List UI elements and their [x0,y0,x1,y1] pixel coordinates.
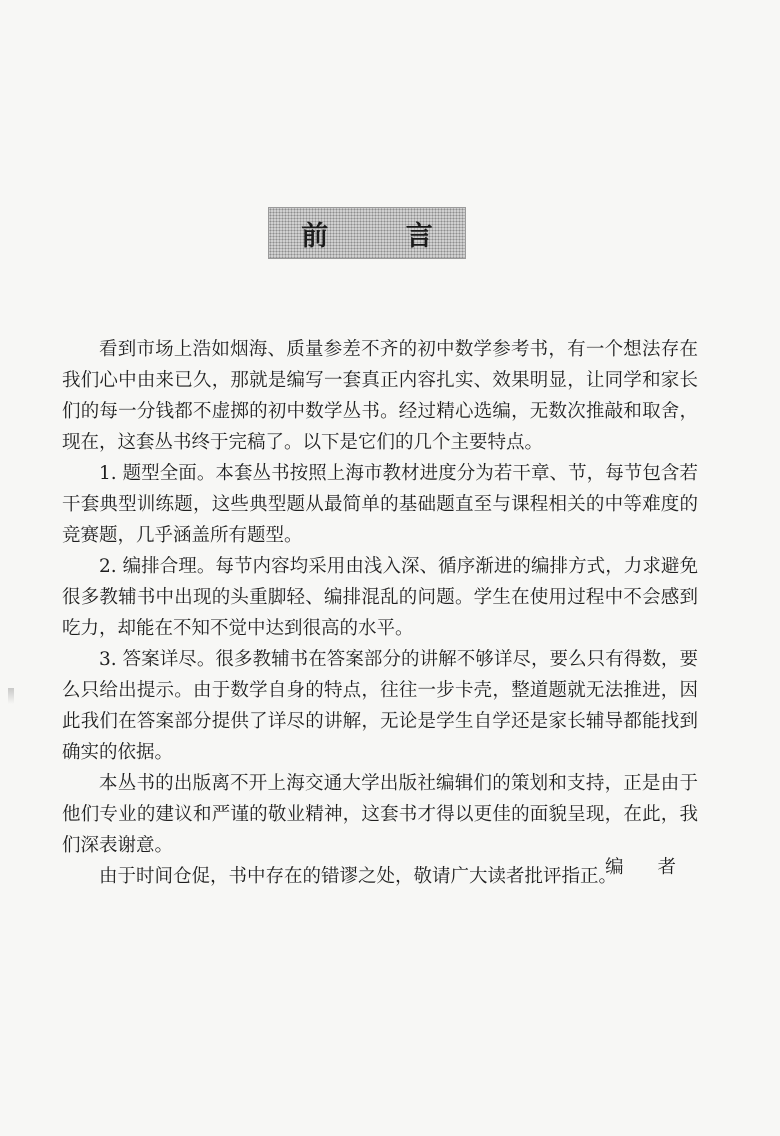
paragraph-feature-1: 1. 题型全面。本套丛书按照上海市教材进度分为若干章、节，每节包含若干套典型训练题，这些典型题从最简单的基础题直至与课程相关的中等难度的竞赛题，几乎涵盖所有题型。 [62,463,698,546]
title-banner [268,207,466,259]
preface-body [62,334,698,892]
signature: 编 者 [605,857,690,878]
paragraph-acknowledgement: 本丛书的出版离不开上海交通大学出版社编辑们的策划和支持，正是由于他们专业的建议和严谨的敬业精神，这套书才得以更佳的面貌呈现，在此，我们深表谢意。 [62,773,698,856]
paragraph-feature-3: 3. 答案详尽。很多教辅书在答案部分的讲解不够详尽，要么只有得数，要么只给出提示。由于数学自身的特点，往往一步卡壳，整道题就无法推进，因此我们在答案部分提供了详尽的讲解，无论是学生自学还是家长辅导都能找到确实的依据。 [62,649,698,763]
paragraph-closing: 由于时间仓促，书中存在的错谬之处，敬请广大读者批评指正。 [99,866,618,887]
page-title: 前 言 [301,220,467,252]
scan-speck [8,688,14,704]
paragraph-feature-2: 2. 编排合理。每节内容均采用由浅入深、循序渐进的编排方式，力求避免很多教辅书中出现的头重脚轻、编排混乱的问题。学生在使用过程中不会感到吃力，却能在不知不觉中达到很高的水平。 [62,556,698,639]
paragraph-intro: 看到市场上浩如烟海、质量参差不齐的初中数学参考书，有一个想法存在我们心中由来已久，那就是编写一套真正内容扎实、效果明显，让同学和家长们的每一分钱都不虚掷的初中数学丛书。经过精心选编，无数次推敲和取舍，现在，这套丛书终于完稿了。以下是它们的几个主要特点。 [62,339,698,453]
